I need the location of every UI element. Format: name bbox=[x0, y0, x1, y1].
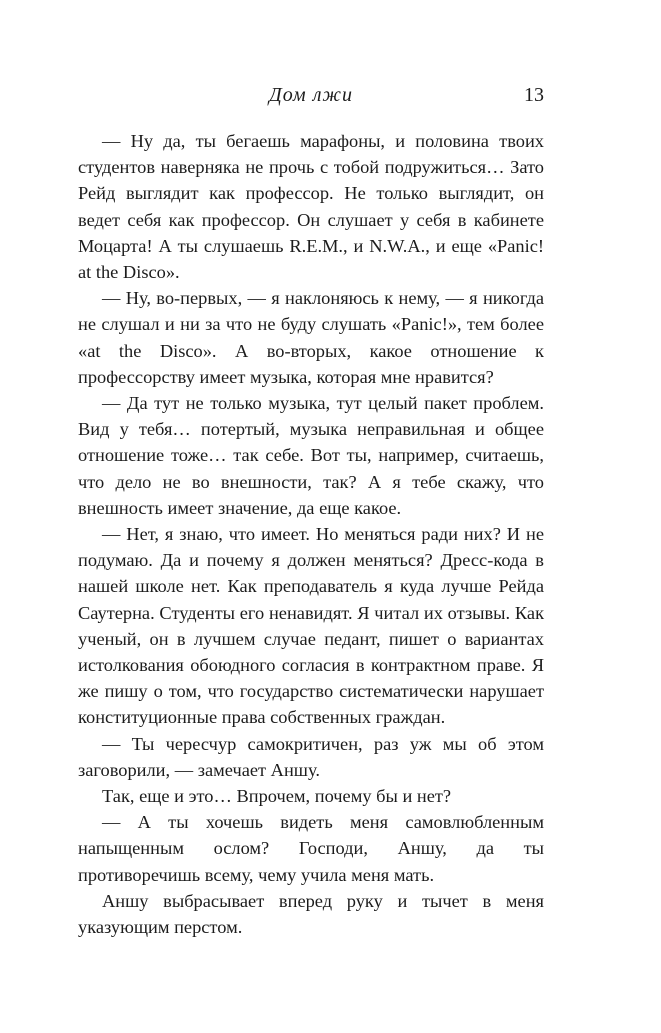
page-number: 13 bbox=[524, 84, 544, 106]
running-title: Дом лжи bbox=[268, 84, 354, 106]
paragraph: Аншу выбрасывает вперед руку и тычет в меня указующим перстом. bbox=[78, 890, 544, 938]
paragraph: — А ты хочешь видеть меня самовлюбленным напыщенным ослом? Господи, Аншу, да ты противоречишь всему, чему учила меня мать. bbox=[78, 812, 544, 885]
paragraph: — Ты чересчур самокритичен, раз уж мы об этом заговорили, — замечает Аншу. bbox=[78, 733, 544, 780]
paragraph: — Ну да, ты бегаешь марафоны, и половина твоих студентов наверняка не прочь с тобой подружиться… Зато Рейд выглядит как профессор. Не только выглядит, он ведет себя как профессор. Он слушает у себя в кабинете Моцарта! А ты слушаешь R.E.M., и N.W.A., и еще «Panic! at the Disco». bbox=[78, 131, 544, 283]
paragraph: — Нет, я знаю, что имеет. Но меняться ради них? И не подумаю. Да и почему я должен меняться? Дресс-кода в нашей школе нет. Как преподаватель я куда лучше Рейда Саутерна. Студенты его ненавидят. Я читал их отзывы. Как ученый, он в лучшем случае педант, пишет о вариантах истолкования обоюдного согласия в контрактном праве. Я же пишу о том, что государство систематически нарушает конституционные права собственных граждан. bbox=[78, 524, 544, 728]
body-text bbox=[78, 128, 544, 940]
running-head bbox=[78, 80, 544, 110]
paragraph: — Ну, во-первых, — я наклоняюсь к нему, — я никогда не слушал и ни за что не буду слушать «Panic!», тем более «at the Disco». А во-вторых, какое отношение к профессорству имеет музыка, которая мне нравится? bbox=[78, 288, 544, 387]
paragraph: — Да тут не только музыка, тут целый пакет проблем. Вид у тебя… потертый, музыка неправильная и общее отношение тоже… так себе. Вот ты, например, считаешь, что дело не во внешности, так? А я тебе скажу, что внешность имеет значение, да еще какое. bbox=[78, 393, 544, 518]
paragraph: Так, еще и это… Впрочем, почему бы и нет? bbox=[102, 786, 452, 807]
